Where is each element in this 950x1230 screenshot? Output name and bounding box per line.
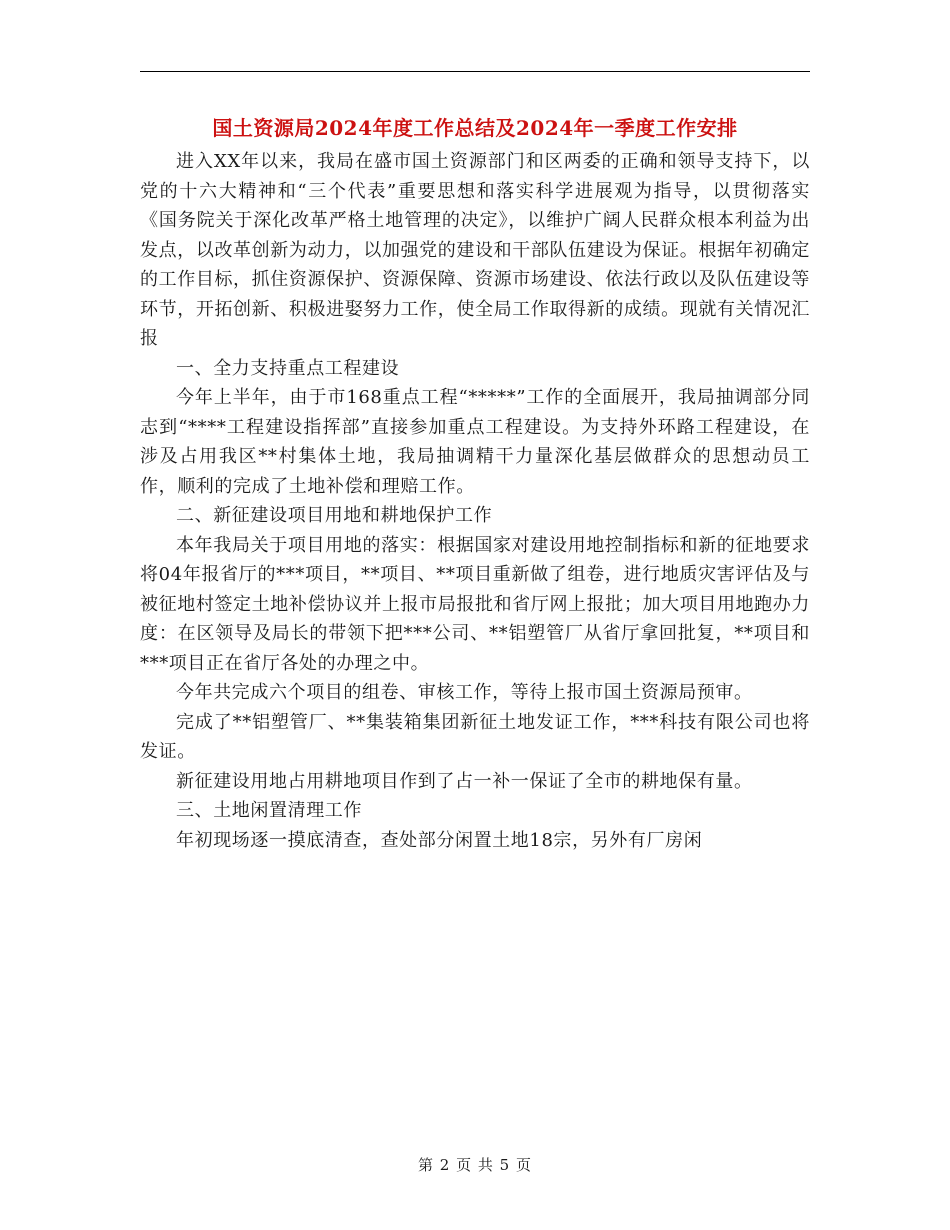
section-2-paragraph-4: 新征建设用地占用耕地项目作到了占一补一保证了全市的耕地保有量。 — [176, 770, 753, 792]
section-3-paragraph: 年初现场逐一摸底清查，查处部分闲置土地18宗，另外有厂房闲 — [176, 829, 703, 851]
section-heading-2: 二、新征建设项目用地和耕地保护工作 — [176, 505, 493, 526]
section-2-paragraph-1: 本年我局关于项目用地的落实：根据国家对建设用地控制指标和新的征地要求将04年报省厅的***项目，**项目、**项目重新做了组卷，进行地质灾害评估及与被征地村签定土地补偿协议并上报市局报批和省厅网上报批；加大项目用地跑办力度：在区领导及局长的带领下把***公司、**铝塑管厂从省厅拿回批复，**项目和***项目正在省厅各处的办理之中。 — [140, 534, 810, 674]
document-body — [140, 147, 810, 855]
document-title: 国土资源局2024年度工作总结及2024年一季度工作安排 — [212, 116, 738, 140]
intro-paragraph: 进入XX年以来，我局在盛市国土资源部门和区两委的正确和领导支持下，以党的十六大精神和“三个代表”重要思想和落实科学进展观为指导，以贯彻落实《国务院关于深化改革严格土地管理的决定》，以维护广阔人民群众根本利益为出发点，以改革创新为动力，以加强党的建设和干部队伍建设为保证。根据年初确定的工作目标，抓住资源保护、资源保障、资源市场建设、依法行政以及队伍建设等环节，开拓创新、积极进娶努力工作，使全局工作取得新的成绩。现就有关情况汇报 — [140, 151, 810, 349]
section-2-paragraph-3: 完成了**铝塑管厂、**集装箱集团新征土地发证工作，***科技有限公司也将发证。 — [140, 711, 810, 762]
section-heading-1: 一、全力支持重点工程建设 — [176, 357, 400, 379]
section-2-paragraph-2: 今年共完成六个项目的组卷、审核工作，等待上报市国土资源局预审。 — [176, 682, 753, 703]
header-rule — [140, 71, 810, 72]
section-1-paragraph: 今年上半年，由于市168重点工程“*****”工作的全面展开，我局抽调部分同志到“****工程建设指挥部”直接参加重点工程建设。为支持外环路工程建设，在涉及占用我区**村集体土地，我局抽调精干力量深化基层做群众的思想动员工作，顺利的完成了土地补偿和理赔工作。 — [140, 387, 810, 497]
section-heading-3: 三、土地闲置清理工作 — [176, 800, 362, 821]
page-number: 第 2 页 共 5 页 — [418, 1156, 532, 1174]
